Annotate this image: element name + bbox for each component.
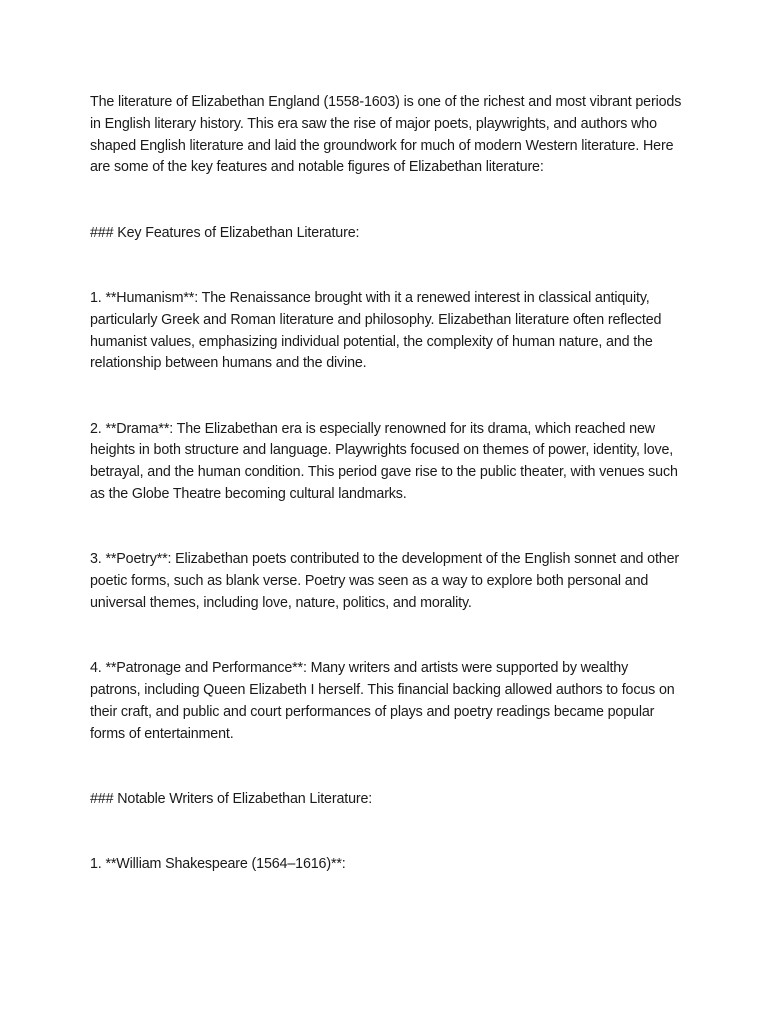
feature-item-patronage: 4. **Patronage and Performance**: Many writers and artists were supported by wealthy patrons, including Queen Elizabeth I herself. This financial backing allowed authors to focus on their craft, and public and court performances of plays and poetry readings became popular forms of entertainment.	[90, 660, 675, 742]
document-body	[90, 92, 682, 876]
section-heading-key-features: ### Key Features of Elizabethan Literature:	[90, 224, 360, 241]
feature-item-humanism: 1. **Humanism**: The Renaissance brought with it a renewed interest in classical antiquity, particularly Greek and Roman literature and philosophy. Elizabethan literature often reflected humanist values, emphasizing individual potential, the complexity of human nature, and the relationship between humans and the divine.	[90, 289, 662, 372]
writer-item-shakespeare: 1. **William Shakespeare (1564–1616)**:	[90, 856, 346, 873]
feature-item-drama: 2. **Drama**: The Elizabethan era is especially renowned for its drama, which reached new heights in both structure and language. Playwrights focused on themes of power, identity, love, betrayal, and the human condition. This period gave rise to the public theater, with venues such as the Globe Theatre becoming cultural landmarks.	[90, 420, 678, 503]
feature-item-poetry: 3. **Poetry**: Elizabethan poets contributed to the development of the English sonnet and other poetic forms, such as blank verse. Poetry was seen as a way to explore both personal and universal themes, including love, nature, politics, and morality.	[90, 551, 680, 611]
section-heading-notable-writers: ### Notable Writers of Elizabethan Literature:	[90, 790, 373, 807]
intro-paragraph: The literature of Elizabethan England (1558-1603) is one of the richest and most vibrant periods in English literary history. This era saw the rise of major poets, playwrights, and authors who shaped English literature and laid the groundwork for much of modern Western literature. Here are some of the key features and notable figures of Elizabethan literature:	[90, 94, 682, 176]
